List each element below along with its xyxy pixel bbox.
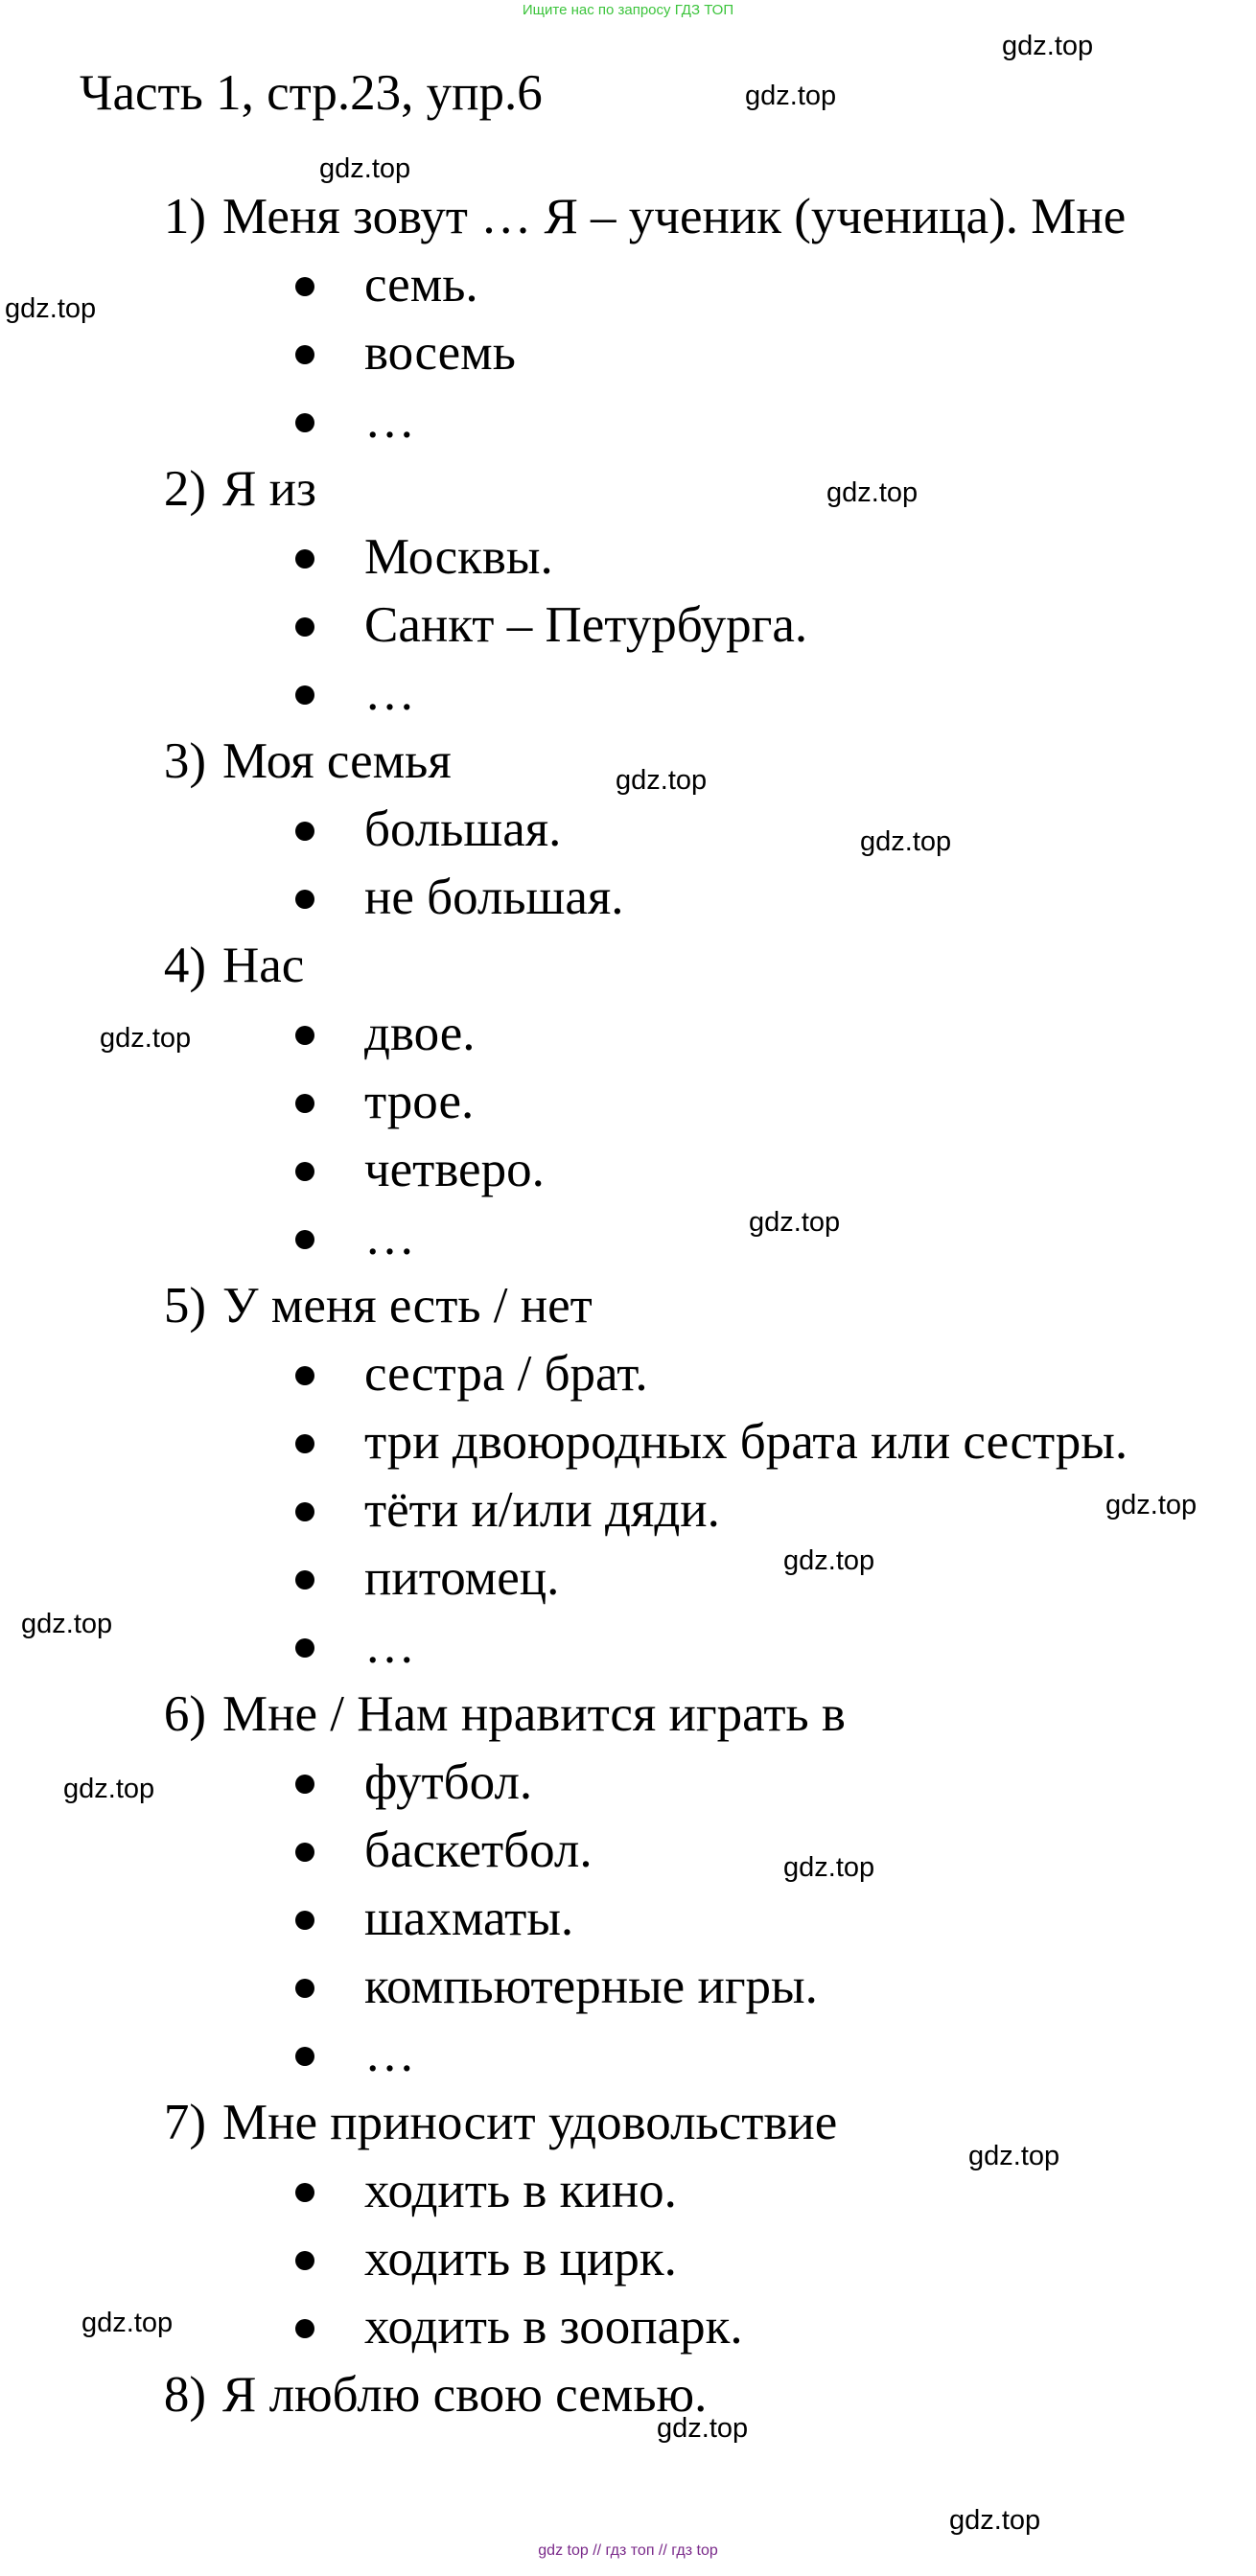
option-text: футбол. <box>364 1754 533 1810</box>
question-text: Мне приносит удовольствие <box>222 2095 838 2150</box>
question-text: Я люблю свою семью. <box>222 2367 708 2423</box>
option-text: сестра / брат. <box>364 1346 648 1402</box>
page-title: Часть 1, стр.23, упр.6 <box>80 65 543 121</box>
watermark: gdz.top <box>860 826 952 857</box>
watermark: gdz.top <box>63 1774 155 1804</box>
bullet-icon <box>295 685 314 705</box>
option-item <box>0 1961 1256 2019</box>
option-text: двое. <box>364 1006 476 1061</box>
bullet-icon <box>295 1843 314 1862</box>
bullet-icon <box>295 1434 314 1453</box>
option-text: баскетбол. <box>364 1822 593 1878</box>
option-item <box>0 393 1256 453</box>
option-item <box>0 325 1256 385</box>
option-text: шахматы. <box>364 1891 574 1946</box>
option-text: ходить в зоопарк. <box>364 2299 743 2355</box>
option-text: … <box>364 1210 415 1265</box>
bullet-icon <box>295 1026 314 1045</box>
option-item <box>0 872 1256 930</box>
watermark: gdz.top <box>1002 31 1094 61</box>
bullet-icon <box>295 1502 314 1521</box>
option-text: ходить в кино. <box>364 2163 677 2218</box>
option-item <box>0 801 1256 862</box>
question-item <box>0 189 1256 249</box>
question-item <box>0 940 1256 998</box>
question-text: У меня есть / нет <box>222 1278 593 1334</box>
bullet-icon <box>295 413 314 432</box>
option-text: … <box>364 665 415 721</box>
bullet-icon <box>295 1230 314 1249</box>
option-text: четверо. <box>364 1142 545 1197</box>
question-number: 3) <box>163 733 206 789</box>
question-number: 6) <box>163 1686 206 1742</box>
watermark: gdz.top <box>21 1609 113 1639</box>
watermark: gdz.top <box>749 1207 841 1238</box>
option-item <box>0 1482 1256 1543</box>
watermark: gdz.top <box>100 1023 192 1054</box>
bullet-icon <box>295 1366 314 1385</box>
question-text: Моя семья <box>222 733 452 789</box>
option-text: не большая. <box>364 870 624 925</box>
option-text: большая. <box>364 801 562 857</box>
option-item <box>0 1210 1256 1270</box>
option-item <box>0 2231 1256 2291</box>
question-number: 7) <box>163 2095 206 2150</box>
question-text: Я из <box>222 461 316 517</box>
bullet-icon <box>295 549 314 569</box>
bullet-icon <box>295 617 314 637</box>
question-item <box>0 2095 1256 2155</box>
watermark: gdz.top <box>319 153 411 184</box>
option-text: семь. <box>364 257 478 313</box>
option-text: ходить в цирк. <box>364 2231 677 2286</box>
bullet-icon <box>295 1775 314 1794</box>
top-banner: Ищите нас по запросу ГДЗ ТОП <box>522 2 734 18</box>
watermark: gdz.top <box>783 1545 875 1576</box>
bullet-icon <box>295 1638 314 1658</box>
option-text: три двоюродных брата или сестры. <box>364 1414 1128 1470</box>
watermark: gdz.top <box>81 2308 174 2338</box>
option-text: компьютерные игры. <box>364 1959 818 2014</box>
option-text: питомец. <box>364 1550 560 1606</box>
question-item <box>0 1686 1256 1747</box>
watermark: gdz.top <box>616 765 708 796</box>
footer-links: gdz top // гдз топ // гдз top <box>538 2542 718 2559</box>
option-item <box>0 1754 1256 1815</box>
option-item <box>0 2299 1256 2359</box>
bullet-icon <box>295 1094 314 1113</box>
option-text: восемь <box>364 325 516 381</box>
question-number: 1) <box>163 189 206 244</box>
watermark: gdz.top <box>949 2505 1041 2536</box>
bullet-icon <box>295 2183 314 2202</box>
bullet-icon <box>295 1570 314 1590</box>
option-text: Санкт – Петурбурга. <box>364 597 808 653</box>
bullet-icon <box>295 2319 314 2338</box>
watermark: gdz.top <box>657 2413 749 2444</box>
question-number: 8) <box>163 2367 206 2423</box>
watermark: gdz.top <box>826 477 919 508</box>
option-text: тёти и/или дяди. <box>364 1482 720 1538</box>
watermark: gdz.top <box>745 81 837 111</box>
option-item <box>0 1550 1256 1611</box>
option-item <box>0 529 1256 590</box>
question-text: Нас <box>222 938 305 993</box>
option-item <box>0 257 1256 317</box>
option-item <box>0 1346 1256 1406</box>
question-number: 5) <box>163 1278 206 1334</box>
watermark: gdz.top <box>968 2141 1060 2171</box>
option-item <box>0 665 1256 726</box>
bullet-icon <box>295 277 314 296</box>
option-item <box>0 1618 1256 1679</box>
watermark: gdz.top <box>5 293 97 324</box>
option-item <box>0 1893 1256 1951</box>
watermark: gdz.top <box>1105 1490 1198 1520</box>
bullet-icon <box>295 822 314 841</box>
option-item <box>0 1074 1256 1134</box>
option-text: трое. <box>364 1074 475 1129</box>
option-item <box>0 1822 1256 1883</box>
option-text: … <box>364 2027 415 2082</box>
option-text: Москвы. <box>364 529 553 585</box>
bullet-icon <box>295 1162 314 1181</box>
watermark: gdz.top <box>783 1852 875 1883</box>
question-item <box>0 1278 1256 1338</box>
question-text: Мне / Нам нравится играть в <box>222 1686 846 1742</box>
bullet-icon <box>295 890 314 909</box>
option-item <box>0 2163 1256 2223</box>
option-item <box>0 2027 1256 2087</box>
question-item <box>0 2367 1256 2427</box>
question-item <box>0 461 1256 522</box>
question-text: Меня зовут … Я – ученик (ученица). Мне <box>222 189 1127 244</box>
bullet-icon <box>295 2251 314 2270</box>
bullet-icon <box>295 1979 314 1998</box>
option-item <box>0 597 1256 658</box>
option-item <box>0 1142 1256 1202</box>
question-number: 4) <box>163 938 206 993</box>
bullet-icon <box>295 2047 314 2066</box>
option-text: … <box>364 393 415 449</box>
option-item <box>0 1414 1256 1474</box>
question-number: 2) <box>163 461 206 517</box>
bullet-icon <box>295 345 314 364</box>
option-text: … <box>364 1618 415 1674</box>
bullet-icon <box>295 1911 314 1930</box>
